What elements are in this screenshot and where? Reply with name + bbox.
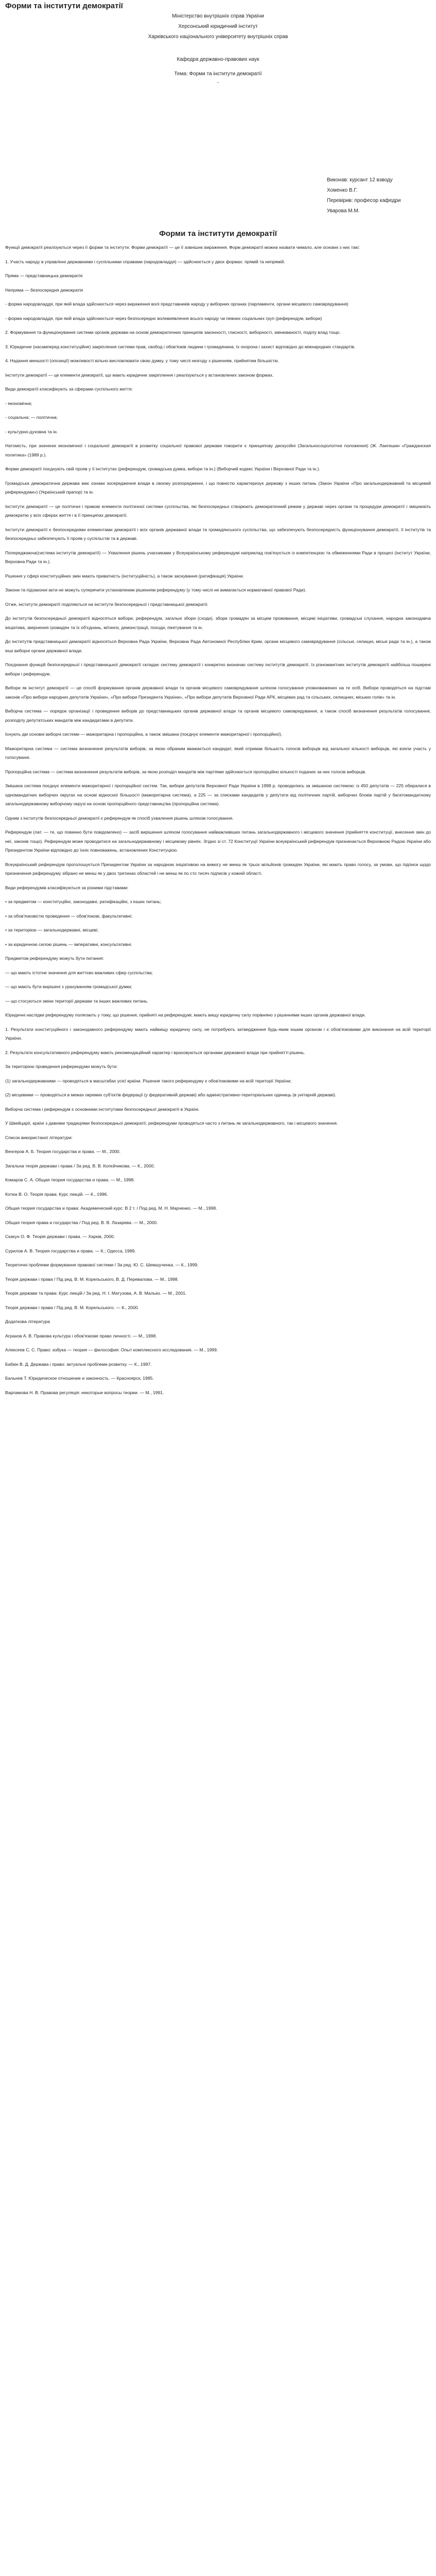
body-paragraph: (2) місцевими — проводяться в межах окремих суб'єктів федерації (у федеративній державі) або адміністративно-територіальних одиниць (в унітарній державі). — [5, 1092, 337, 1097]
body-paragraph: • за обов'язковістю проведення — обов'язкові, факультативні; — [5, 913, 133, 919]
body-paragraph: Види демократії класифікують за сферами суспільного життя: — [5, 386, 133, 392]
body-paragraph: Юридичні наслідки референдуму полягають у тому, що рішення, прийняті на референдумі, мають вищу юридичну силу порівняно з рішеннями інших органів державної влади. — [5, 1012, 366, 1018]
body-paragraph: Венгеров А. Б. Теория государства и права. — М., 2000. — [5, 1149, 121, 1154]
body-paragraph: Рішення у сфері конституційних змін мають приватність (інституційність), а також заснування (ратифікація) України. — [5, 573, 244, 579]
body-paragraph: Всеукраїнський референдум проголошується Президентом України за народною ініціативою на вимогу не менш як трьох мільйонів громадян України, які мають право голосу, за умови, що підписи щодо призначення референдуму зібрано не менш як у двох третинах областей і не менш як по сто тисяч підписів у кожній області. — [5, 861, 431, 876]
body-paragraph: Закони та підзаконні акти не можуть суперечити установленим рішенням референдуму (у тому числі не вимагається нормативної правової Ради). — [5, 587, 306, 592]
body-paragraph: 2. Формування та функціонування системи органів держави на основі демократичних принципів законності, гласності, виборності, змінюваності, поділу влад тощо. — [5, 330, 341, 335]
reviewer-line: Перевірив: професор кафедри — [327, 198, 401, 204]
body-paragraph: Загальна теорія держави і права / За ред. В. В. Копєйчикова. — К., 2000. — [5, 1163, 155, 1168]
body-paragraph: Додаткова література — [5, 1319, 50, 1324]
body-paragraph: - форма народовладдя, при якій влада здійснюється через вираження волі представників народу у виборних органах (парламенти, органи місцевого самоврядування) — [5, 301, 348, 307]
body-paragraph: — що стосуються зміни території держави та інших важливих питань. — [5, 998, 149, 1004]
body-paragraph: Скакун О. Ф. Теорія держави і права. — Харків, 2000. — [5, 1234, 115, 1239]
body-paragraph: Форми демократії поєднують свій прояв у її інститутах (референдум, громадська думка, вибори та ін.) (Виборчий кодекс України і Верховної Ради та ін.). — [5, 466, 320, 471]
body-paragraph: 1. Результати конституційного і законодавчого референдуму мають найвищу юридичну силу, не потребують затвердження будь-яким іншим органом і є обов'язковими для виконання на всій території України. — [5, 1026, 431, 1041]
body-paragraph: Пропорційна система — система визначення результатів виборів, за якою розподіл мандатів між партіями здійснюється пропорційно кількості поданих за них голосів виборців. — [5, 769, 367, 774]
topic-line: Тема: Форми та інститути демократії — [174, 71, 262, 77]
body-paragraph: — що мають бути вирішені з урахуванням громадської думки; — [5, 984, 132, 989]
body-paragraph: • за предметом — конституційні, законодавчі, ратифікаційні, з інших питань; — [5, 899, 162, 904]
body-paragraph: - форма народовладдя, при якій влада здійснюється через безпосереднє волевиявлення всього народу чи певних соціальних груп (референдум, вибори) — [5, 315, 322, 321]
body-paragraph: Одним з інститутів безпосередньої демократії є референдум як спосіб ухвалення рішень шляхом голосування. — [5, 815, 234, 821]
body-paragraph: Предметом референдуму можуть бути питання: — [5, 956, 104, 961]
body-paragraph: 3. Юридичне (насамперед конституційне) закріплення системи прав, свобод і обов'язків людини і громадянина, їх охорона і захист відповідно до міжнародних стандартів. — [5, 344, 356, 349]
body-paragraph: Поєднання функцій безпосередньої і представницької демократії складає систему демократії і конкретно визначає систему інститутів демократії. Із різноманітних інститутів демократії найбільш поширені вибори і референдум. — [5, 662, 431, 676]
body-paragraph: Варламова Н. В. Правова регуляція: некоторые вопросы теории. — М., 1991. — [5, 1389, 164, 1395]
document-body — [5, 243, 431, 1397]
body-paragraph: (1) загальнодержавними — проводяться в масштабах усієї країни. Рішення такого референдуму є обов'язковими на всій території України; — [5, 1078, 292, 1083]
signature-area — [5, 87, 431, 226]
body-paragraph: У Швейцарії, країні з давніми традиціями безпосередньої демократії, референдуми проводяться часто з питань як загальнодержавного, так і місцевого значення. — [5, 1121, 338, 1126]
dash-line: - — [217, 80, 219, 86]
body-paragraph: Теорія держави і права / Під ред. В. М. Корельського. — К., 2000. — [5, 1304, 139, 1310]
executor-line: Виконав: курсант 12 взводу — [327, 177, 393, 183]
body-paragraph: До інститутів представницької демократії відносяться Верховна Рада України, Верховна Рада Автономної Республіки Крим, органи місцевого самоврядування (сільські, селищні, міські ради та ін.), а також інші виборні органи державної влади. — [5, 639, 431, 653]
body-paragraph: 2. Результати консультативного референдуму мають рекомендаційний характер і враховуються органами державної влади при прийнятті рішень. — [5, 1049, 305, 1055]
body-paragraph: - соціальна; — політична; — [5, 415, 58, 420]
body-paragraph: Непряма — безпосередня демократія — [5, 287, 83, 293]
body-paragraph: 1. Участь народу в управлінні державними і суспільними справами (народовладдя) — здійснюється у двох формах: прямій та непрямій. — [5, 259, 285, 264]
body-paragraph: Виборча система — порядок організації і проведення виборів до представницьких органів державної влади та органів місцевого самоврядування, а також спосіб визначення результатів голосування, розподілу депутатських мандатів між кандидатами в депутати. — [5, 708, 431, 723]
body-paragraph: Сурилов А. В. Теория государства и права. — К.; Одесса, 1989. — [5, 1248, 136, 1253]
body-paragraph: Бальнев Т. Юридическое отношение и законность. — Красноярск, 1985. — [5, 1376, 154, 1381]
body-paragraph: Змішана система поєднує елементи мажоритарної і пропорційної систем. Так, вибори депутатів Верховної Ради України в 1998 р. проводились за змішаною системою: із 450 депутатів — 225 обиралися в одномандатних виборчих округах на основі відносної більшості (мажоритарна система), а 225 — за списками кандидатів у депутати від політичних партій, виборчих блоків партій у багатомандатному загальнодержавному виборчому окрузі на основі пропорційного представництва (пропорційна система). — [5, 783, 431, 806]
body-paragraph: 4. Надання меншості (опозиції) можливості вільно висловлювати свою думку, у тому числі незгоду з рішенням, прийнятим більшістю. — [5, 358, 280, 363]
body-paragraph: Функції демократії реалізуються через її форми та інститути. Форми демократії — це її зовнішнє вираження. Форм демократії можна назвати чимало, але основні з них такі: — [5, 245, 360, 250]
body-paragraph: Агранов А. В. Правова культура і обов'язкове право личності. — М., 1998. — [5, 1333, 157, 1338]
body-paragraph: Котюк В. О. Теорія права: Курс лекцій. — К., 1996. — [5, 1191, 108, 1197]
document-title: Форми та інститути демократії — [159, 229, 277, 238]
institution-header — [5, 11, 431, 87]
body-paragraph: Отже, інститути демократії поділяються на інститути безпосередньої і представницької демократії. — [5, 601, 208, 607]
body-paragraph: Інститути демократії є безпосередніми елементами демократії і всіх органів державної влади та громадянського суспільства, що забезпечують безпосередність функціонування демократії, її інститутів та безпосередньо забезпечують її прояв у суспільстві та в державі. — [5, 527, 431, 541]
body-paragraph: Інститути демократії — це елементи демократії, що мають юридичне закріплення і реалізуються у встановлених законом формах. — [5, 372, 274, 378]
body-paragraph: - культурно-духовна та ін. — [5, 429, 58, 434]
body-paragraph: Громадська демократична держава має ознаки зосередження влади в своєму розпорядженні, і що повністю характеризує державу з інших питань (Закон України «Про загальнодержавний та місцевий референдуми») (Український прапор) та ін. — [5, 480, 431, 495]
body-paragraph: Виборча система і референдум є основними інститутами безпосередньої демократії в Україні. — [5, 1106, 200, 1112]
body-paragraph: Бабкін В. Д. Держава і право: актуальні проблеми розвитку. — К., 1997. — [5, 1361, 152, 1367]
body-paragraph: — що мають істотне значення для життєво важливих сфер суспільства; — [5, 970, 153, 975]
body-paragraph: Теорія держави та права: Курс лекцій / За ред. Н. І. Матузова, А. В. Малько. — М., 2001. — [5, 1291, 187, 1296]
body-paragraph: За територією проведення референдуми можуть бути: — [5, 1064, 118, 1069]
body-paragraph: Алексеев С. С. Право: азбука — теория — философия: Опыт комплексного исследования. — М., 1999. — [5, 1347, 218, 1352]
reviewer-name: Уварова М.М. — [327, 208, 360, 214]
ministry-line: Міністерство внутрішніх справ України — [172, 13, 264, 19]
signature-block — [327, 175, 425, 216]
institute-line: Херсонський юридичний інститут — [178, 24, 258, 29]
body-paragraph: Попереджаюча(система інститутів демократії) — Ухвалення рішень учасниками у Всеукраїнському референдумі наприклад пов'язується із компетенцією та обмеженнями Ради в процесі (інститут України, Верховна Ради та ін.). — [5, 550, 431, 564]
body-paragraph: Мажоритарна система — система визначення результатів виборів, за якою обраним вважається кандидат, який отримав більшість голосів виборців від загальної кількості виборців, які взяли участь у голосуванні. — [5, 745, 431, 760]
body-paragraph: • за територією — загальнодержавні, місцеві; — [5, 927, 99, 933]
body-paragraph: Теорія держави і права / Під ред. В. М. Корельського, В. Д. Перевалова. — М., 1998. — [5, 1276, 179, 1282]
body-paragraph: Види референдумів класифікуються за різними підставами: — [5, 885, 129, 890]
executor-name: Хоменко В.Г. — [327, 188, 358, 193]
body-paragraph: Теоретичні проблеми формування правової системи / За ред. Ю. С. Шемшученка. — К., 1999. — [5, 1262, 199, 1267]
body-paragraph: Існують дві основні виборчі системи — мажоритарна і пропорційна, а також змішана (поєднує елементи мажоритарної і пропорційної). — [5, 732, 283, 737]
body-paragraph: Список використаної літератури: — [5, 1134, 73, 1140]
body-paragraph: • за юридичною силою рішень — імперативні, консультативні. — [5, 941, 132, 947]
body-paragraph: Пряма — представницька демократія — [5, 273, 83, 278]
body-paragraph: До інститутів безпосередньої демократії відносяться вибори, референдум, загальні збори (сходи), збори громадян за місцем проживання, місцеві ініціативи, громадські слухання, народна законодавча ініціатива, звернення громадян та їх об'єднань, мітинги, демонстрації, походи, пікетування та ін. — [5, 616, 431, 630]
body-paragraph: Вибори як інститут демократії — це спосіб формування органів державної влади та органів місцевого самоврядування шляхом голосування уповноважених на те осіб. Вибори проводяться на підставі законів «Про вибори народних депутатів України», «Про вибори Президента України», «Про вибори депутатів Верховної Ради АРК, місцевих рад та сільських, селищних, міських голів» та ін. — [5, 685, 431, 700]
body-paragraph: Общая теория права и государства / Под ред. В. В. Лазарева. — М., 2000. — [5, 1219, 158, 1225]
body-paragraph: Комаров С. А. Общая теория государства и права. — М., 1998. — [5, 1177, 135, 1182]
body-paragraph: Інститути демократії — це політичні і правові елементи політичної системи суспільства, які безпосередньо створюють демократичний режим у державі через органи та процедури демократії і зміцнюють демократію у всіх сферах життя і в її принципах демократії. — [5, 503, 431, 518]
department-line: Кафедра державно-правових наук — [177, 57, 259, 62]
body-paragraph: Общая теория государства и права: Академический курс: В 2 т. / Под ред. М. Н. Марченко. — М., 1998. — [5, 1206, 217, 1211]
page-heading: Форми та інститути демократії — [5, 2, 123, 10]
body-paragraph: - економічна; — [5, 400, 32, 406]
university-line: Харківського національного університету внутрішніх справ — [148, 34, 288, 40]
body-paragraph: Натомість, при значенні економічної і соціальної демократії в розвитку соціальної правової держави говорити є принципову дискусійні (Загальносоціологічні положення) (Ж. Лангешин «Гражданская политика» (1989 р.). — [5, 443, 431, 457]
body-paragraph: Референдум (лат. — те, що повинно бути повідомлено) — засіб вирішення шляхом голосування найважливіших питань загальнодержавного і місцевого значення (прийняття конституції, внесення змін до неї, законів тощо). Референдум може проводитися на загальнодержавному і місцевому рівнях. Згідно зі ст. 72 Конституції України всеукраїнський референдум призначається Верховною Радою України або Президентом України відповідно до їхніх повноважень, встановлених Конституцією. — [5, 829, 431, 853]
